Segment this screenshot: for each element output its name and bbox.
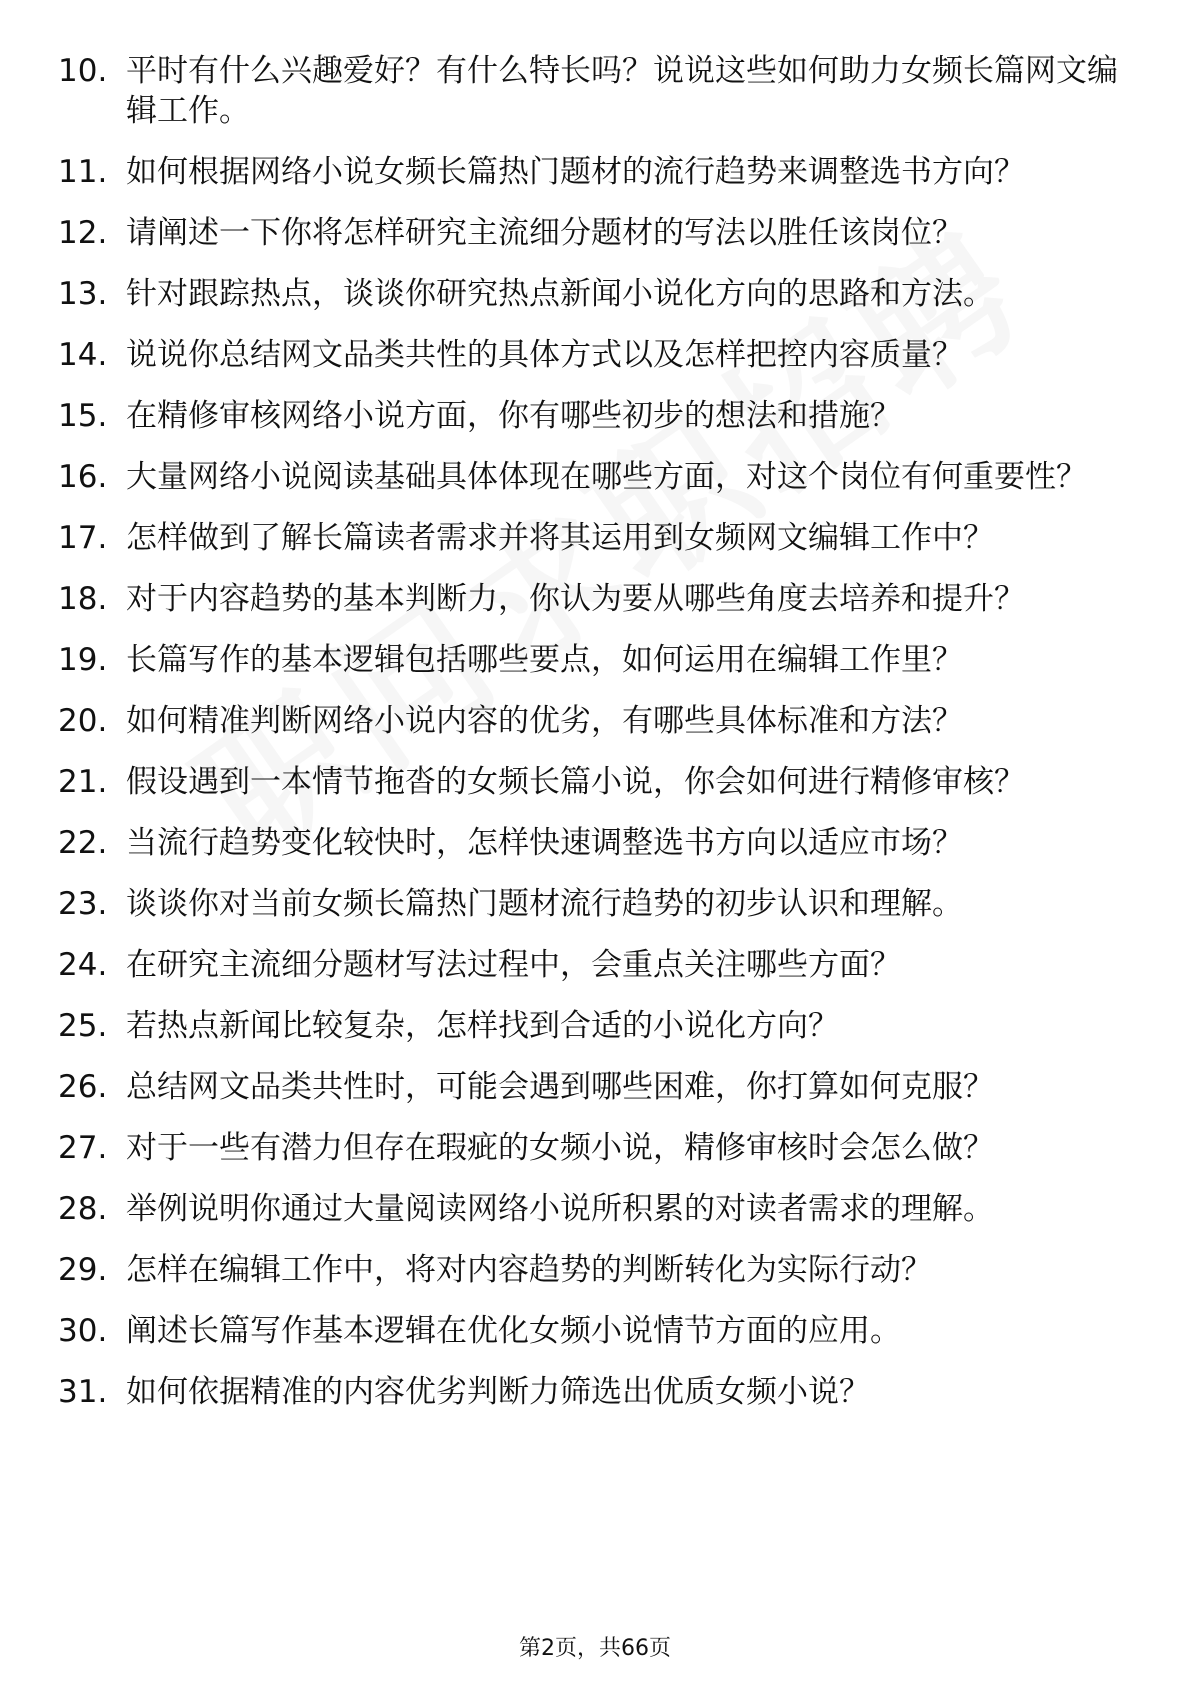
question-number: 12.: [58, 215, 108, 251]
question-number: 21.: [58, 764, 108, 800]
question-number: 31.: [58, 1374, 108, 1410]
question-item: [58, 396, 1118, 436]
question-number: 19.: [58, 642, 108, 678]
question-number: 28.: [58, 1191, 108, 1227]
question-item: [58, 1128, 1118, 1168]
question-number: 18.: [58, 581, 108, 617]
question-number: 29.: [58, 1252, 108, 1288]
question-item: [58, 945, 1118, 985]
question-number: 16.: [58, 459, 108, 495]
question-item: [58, 457, 1118, 497]
question-text: 长篇写作的基本逻辑包括哪些要点，如何运用在编辑工作里？: [126, 642, 963, 678]
question-item: [58, 1067, 1118, 1107]
question-text: 对于一些有潜力但存在瑕疵的女频小说，精修审核时会怎么做？: [126, 1130, 994, 1166]
question-text: 怎样在编辑工作中，将对内容趋势的判断转化为实际行动？: [126, 1252, 932, 1288]
question-text: 在精修审核网络小说方面，你有哪些初步的想法和措施？: [126, 398, 901, 434]
question-number: 13.: [58, 276, 108, 312]
question-text: 请阐述一下你将怎样研究主流细分题材的写法以胜任该岗位？: [126, 215, 963, 251]
question-item: [58, 1250, 1118, 1290]
question-text: 假设遇到一本情节拖沓的女频长篇小说，你会如何进行精修审核？: [126, 764, 1025, 800]
question-text: 针对跟踪热点，谈谈你研究热点新闻小说化方向的思路和方法。: [126, 276, 994, 312]
question-item: [58, 701, 1118, 741]
question-number: 22.: [58, 825, 108, 861]
question-number: 27.: [58, 1130, 108, 1166]
question-text: 如何根据网络小说女频长篇热门题材的流行趋势来调整选书方向？: [126, 154, 1025, 190]
question-item: [58, 884, 1118, 924]
question-text: 若热点新闻比较复杂，怎样找到合适的小说化方向？: [126, 1008, 839, 1044]
question-number: 25.: [58, 1008, 108, 1044]
question-item: [58, 213, 1118, 253]
question-text: 谈谈你对当前女频长篇热门题材流行趋势的初步认识和理解。: [126, 886, 963, 922]
question-text: 总结网文品类共性时，可能会遇到哪些困难，你打算如何克服？: [126, 1069, 994, 1105]
question-item: [58, 1311, 1118, 1351]
question-number: 23.: [58, 886, 108, 922]
question-text: 平时有什么兴趣爱好？有什么特长吗？说说这些如何助力女频长篇网文编辑工作。: [126, 53, 1118, 129]
question-text: 说说你总结网文品类共性的具体方式以及怎样把控内容质量？: [126, 337, 963, 373]
question-item: [58, 579, 1118, 619]
question-text: 举例说明你通过大量阅读网络小说所积累的对读者需求的理解。: [126, 1191, 994, 1227]
question-item: [58, 762, 1118, 802]
question-list: [58, 51, 1118, 1433]
question-number: 26.: [58, 1069, 108, 1105]
question-item: [58, 518, 1118, 558]
question-text: 如何依据精准的内容优劣判断力筛选出优质女频小说？: [126, 1374, 870, 1410]
question-number: 17.: [58, 520, 108, 556]
question-number: 10.: [58, 53, 108, 89]
question-item: [58, 335, 1118, 375]
question-number: 15.: [58, 398, 108, 434]
question-item: [58, 640, 1118, 680]
question-item: [58, 152, 1118, 192]
question-text: 在研究主流细分题材写法过程中，会重点关注哪些方面？: [126, 947, 901, 983]
question-item: [58, 1189, 1118, 1229]
question-text: 对于内容趋势的基本判断力，你认为要从哪些角度去培养和提升？: [126, 581, 1025, 617]
question-text: 大量网络小说阅读基础具体体现在哪些方面，对这个岗位有何重要性？: [126, 459, 1087, 495]
question-item: [58, 274, 1118, 314]
question-text: 怎样做到了解长篇读者需求并将其运用到女频网文编辑工作中？: [126, 520, 994, 556]
question-item: [58, 823, 1118, 863]
question-number: 20.: [58, 703, 108, 739]
question-item: [58, 1006, 1118, 1046]
question-item: [58, 1372, 1118, 1412]
question-number: 30.: [58, 1313, 108, 1349]
question-number: 14.: [58, 337, 108, 373]
question-text: 如何精准判断网络小说内容的优劣，有哪些具体标准和方法？: [126, 703, 963, 739]
question-text: 当流行趋势变化较快时，怎样快速调整选书方向以适应市场？: [126, 825, 963, 861]
question-text: 阐述长篇写作基本逻辑在优化女频小说情节方面的应用。: [126, 1313, 901, 1349]
question-number: 11.: [58, 154, 108, 190]
question-number: 24.: [58, 947, 108, 983]
page-footer: 第2页，共66页: [519, 1636, 671, 1661]
question-item: [58, 51, 1118, 131]
